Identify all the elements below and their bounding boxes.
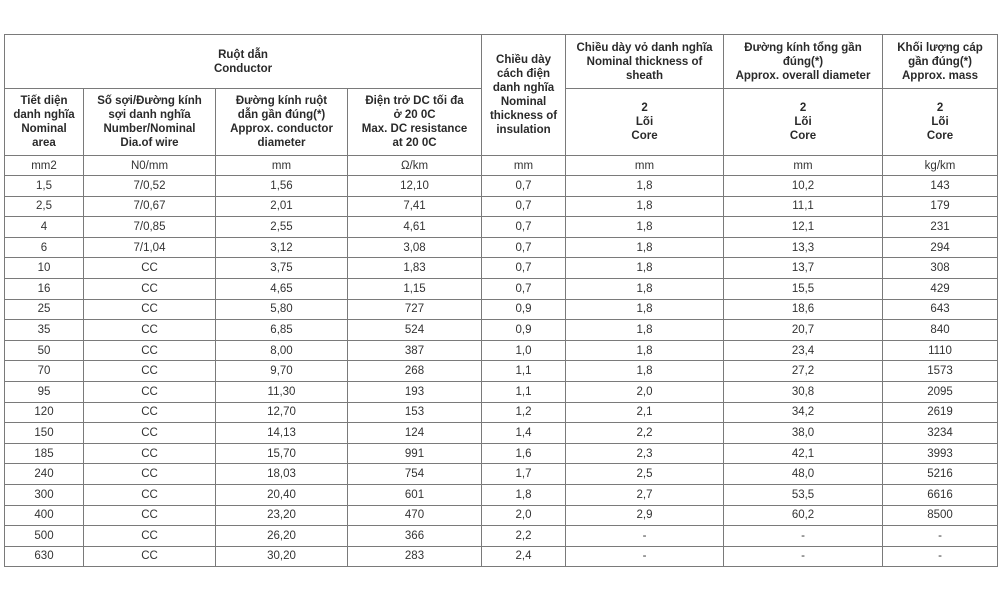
table-cell: 153 (348, 402, 482, 423)
table-cell: 1,8 (566, 258, 724, 279)
table-cell: 524 (348, 320, 482, 341)
table-cell: 13,3 (724, 237, 883, 258)
table-row (5, 237, 998, 258)
table-cell: 1,8 (566, 278, 724, 299)
table-cell: 630 (5, 546, 84, 567)
table-cell: 2095 (883, 381, 998, 402)
table-cell: 7,41 (348, 196, 482, 217)
table-cell: CC (84, 320, 216, 341)
table-cell: - (883, 526, 998, 547)
conductor-header: Ruột dẫn Conductor (5, 35, 482, 89)
table-cell: 185 (5, 443, 84, 464)
table-cell: 1,15 (348, 278, 482, 299)
table-body (5, 156, 998, 567)
table-cell: 601 (348, 484, 482, 505)
table-cell: 12,70 (216, 402, 348, 423)
table-cell: 727 (348, 299, 482, 320)
table-cell: 2,5 (566, 464, 724, 485)
table-cell: 1,4 (482, 423, 566, 444)
table-cell: 7/0,85 (84, 217, 216, 238)
table-cell: 8,00 (216, 340, 348, 361)
table-cell: CC (84, 423, 216, 444)
table-row (5, 217, 998, 238)
table-cell: 268 (348, 361, 482, 382)
table-cell: 1,2 (482, 402, 566, 423)
table-cell: 42,1 (724, 443, 883, 464)
table-cell: 4,61 (348, 217, 482, 238)
table-cell: 11,30 (216, 381, 348, 402)
table-cell: 6616 (883, 484, 998, 505)
table-cell: 50 (5, 340, 84, 361)
table-row (5, 320, 998, 341)
table-cell: 300 (5, 484, 84, 505)
table-row (5, 381, 998, 402)
table-cell: CC (84, 258, 216, 279)
table-cell: CC (84, 381, 216, 402)
table-cell: 5216 (883, 464, 998, 485)
table-row (5, 402, 998, 423)
table-cell: 3,75 (216, 258, 348, 279)
table-cell: 23,20 (216, 505, 348, 526)
table-cell: 143 (883, 176, 998, 197)
table-cell: 3234 (883, 423, 998, 444)
table-cell: 366 (348, 526, 482, 547)
table-cell: 6 (5, 237, 84, 258)
table-cell: 500 (5, 526, 84, 547)
table-cell: 60,2 (724, 505, 883, 526)
table-cell: - (566, 546, 724, 567)
table-cell: 308 (883, 258, 998, 279)
table-cell: CC (84, 484, 216, 505)
table-cell: 179 (883, 196, 998, 217)
table-row (5, 505, 998, 526)
table-row (5, 176, 998, 197)
table-cell: 120 (5, 402, 84, 423)
table-cell: 53,5 (724, 484, 883, 505)
table-cell: 35 (5, 320, 84, 341)
overall-diameter-header: Đường kính tổng gần đúng(*) Approx. overall diameter (724, 35, 883, 89)
table-cell: 1,8 (566, 361, 724, 382)
table-cell: 0,7 (482, 196, 566, 217)
table-cell: 3993 (883, 443, 998, 464)
table-cell: 400 (5, 505, 84, 526)
table-cell: 2,0 (482, 505, 566, 526)
table-cell: CC (84, 299, 216, 320)
table-cell: 1,7 (482, 464, 566, 485)
table-cell: 0,7 (482, 258, 566, 279)
table-cell: 48,0 (724, 464, 883, 485)
nominal-area-header: Tiết diện danh nghĩa Nominal area (5, 89, 84, 156)
table-cell: - (724, 526, 883, 547)
dc-resistance-header: Điện trở DC tối đa ở 20 0C Max. DC resistance at 20 0C (348, 89, 482, 156)
table-cell: 1,8 (566, 340, 724, 361)
table-cell: 1,8 (566, 299, 724, 320)
table-cell: 470 (348, 505, 482, 526)
mass-header: Khối lượng cáp gần đúng(*) Approx. mass (883, 35, 998, 89)
table-cell: 16 (5, 278, 84, 299)
table-cell: 95 (5, 381, 84, 402)
table-row (5, 443, 998, 464)
table-cell: 1,8 (566, 176, 724, 197)
table-cell: 193 (348, 381, 482, 402)
table-cell: CC (84, 443, 216, 464)
table-cell: 1,8 (566, 237, 724, 258)
table-cell: 0,9 (482, 299, 566, 320)
table-cell: 840 (883, 320, 998, 341)
units-row (5, 156, 998, 176)
table-row (5, 423, 998, 444)
unit-cell: Ω/km (348, 156, 482, 176)
table-cell: 8500 (883, 505, 998, 526)
table-cell: 124 (348, 423, 482, 444)
table-cell: 70 (5, 361, 84, 382)
table-cell: 1,83 (348, 258, 482, 279)
table-cell: 1,8 (566, 320, 724, 341)
unit-cell: mm (216, 156, 348, 176)
unit-cell: kg/km (883, 156, 998, 176)
table-cell: 23,4 (724, 340, 883, 361)
table-cell: 2,55 (216, 217, 348, 238)
table-cell: 20,40 (216, 484, 348, 505)
cable-spec-table (4, 34, 998, 567)
table-cell: CC (84, 464, 216, 485)
table-cell: 1,5 (5, 176, 84, 197)
table-cell: - (566, 526, 724, 547)
table-cell: 0,9 (482, 320, 566, 341)
table-cell: 1,1 (482, 381, 566, 402)
table-row (5, 258, 998, 279)
table-cell: 283 (348, 546, 482, 567)
unit-cell: N0/mm (84, 156, 216, 176)
table-cell: 2,1 (566, 402, 724, 423)
table-cell: 0,7 (482, 278, 566, 299)
table-cell: 18,6 (724, 299, 883, 320)
table-cell: 26,20 (216, 526, 348, 547)
table-cell: 10 (5, 258, 84, 279)
table-cell: 2,4 (482, 546, 566, 567)
table-row (5, 464, 998, 485)
table-cell: 2,2 (482, 526, 566, 547)
table-cell: - (883, 546, 998, 567)
overall-diameter-core-header: 2 Lõi Core (724, 89, 883, 156)
table-cell: CC (84, 546, 216, 567)
table-cell: CC (84, 402, 216, 423)
table-cell: 10,2 (724, 176, 883, 197)
table-cell: 1,8 (566, 196, 724, 217)
table-cell: 2,3 (566, 443, 724, 464)
table-cell: 2,5 (5, 196, 84, 217)
table-row (5, 484, 998, 505)
table-cell: 231 (883, 217, 998, 238)
table-cell: CC (84, 340, 216, 361)
table-cell: 1,1 (482, 361, 566, 382)
table-cell: 1573 (883, 361, 998, 382)
table-cell: 7/1,04 (84, 237, 216, 258)
table-cell: 1,56 (216, 176, 348, 197)
table-cell: CC (84, 526, 216, 547)
table-cell: 27,2 (724, 361, 883, 382)
table-cell: 240 (5, 464, 84, 485)
table-cell: 30,8 (724, 381, 883, 402)
insulation-header: Chiều dày cách điện danh nghĩa Nominal thickness of insulation (482, 35, 566, 156)
table-cell: 20,7 (724, 320, 883, 341)
table-cell: CC (84, 278, 216, 299)
table-row (5, 546, 998, 567)
table-cell: 30,20 (216, 546, 348, 567)
table-cell: 11,1 (724, 196, 883, 217)
table-cell: 18,03 (216, 464, 348, 485)
table-cell: 15,70 (216, 443, 348, 464)
sheath-core-header: 2 Lõi Core (566, 89, 724, 156)
table-row (5, 299, 998, 320)
table-cell: 0,7 (482, 217, 566, 238)
table-cell: 3,08 (348, 237, 482, 258)
table-cell: 14,13 (216, 423, 348, 444)
conductor-diameter-header: Đường kính ruột dẫn gần đúng(*) Approx. conductor diameter (216, 89, 348, 156)
table-cell: 1,8 (566, 217, 724, 238)
table-cell: 2619 (883, 402, 998, 423)
table-cell: - (724, 546, 883, 567)
table-cell: 643 (883, 299, 998, 320)
table-cell: 2,7 (566, 484, 724, 505)
unit-cell: mm (566, 156, 724, 176)
wire-header: Số sợi/Đường kính sợi danh nghĩa Number/Nominal Dia.of wire (84, 89, 216, 156)
table-cell: 25 (5, 299, 84, 320)
table-cell: 38,0 (724, 423, 883, 444)
table-cell: 2,01 (216, 196, 348, 217)
table-cell: 15,5 (724, 278, 883, 299)
table-cell: 4,65 (216, 278, 348, 299)
table-cell: 1,6 (482, 443, 566, 464)
sheath-header: Chiều dày vỏ danh nghĩa Nominal thickness of sheath (566, 35, 724, 89)
table-cell: 12,1 (724, 217, 883, 238)
table-row (5, 340, 998, 361)
mass-core-header: 2 Lõi Core (883, 89, 998, 156)
table-cell: 4 (5, 217, 84, 238)
table-row (5, 196, 998, 217)
table-cell: 1,8 (482, 484, 566, 505)
table-row (5, 361, 998, 382)
table-cell: 150 (5, 423, 84, 444)
table-cell: 34,2 (724, 402, 883, 423)
table-cell: 7/0,67 (84, 196, 216, 217)
table-cell: 5,80 (216, 299, 348, 320)
table-cell: 754 (348, 464, 482, 485)
table-cell: 2,2 (566, 423, 724, 444)
table-cell: CC (84, 505, 216, 526)
table-cell: 2,0 (566, 381, 724, 402)
unit-cell: mm (724, 156, 883, 176)
table-cell: 1,0 (482, 340, 566, 361)
table-cell: CC (84, 361, 216, 382)
table-row (5, 526, 998, 547)
table-cell: 294 (883, 237, 998, 258)
unit-cell: mm (482, 156, 566, 176)
table-cell: 429 (883, 278, 998, 299)
table-cell: 13,7 (724, 258, 883, 279)
unit-cell: mm2 (5, 156, 84, 176)
table-cell: 6,85 (216, 320, 348, 341)
table-cell: 12,10 (348, 176, 482, 197)
table-cell: 991 (348, 443, 482, 464)
table-cell: 9,70 (216, 361, 348, 382)
table-cell: 0,7 (482, 176, 566, 197)
table-cell: 3,12 (216, 237, 348, 258)
table-cell: 1110 (883, 340, 998, 361)
table-cell: 7/0,52 (84, 176, 216, 197)
table-row (5, 278, 998, 299)
table-cell: 387 (348, 340, 482, 361)
table-cell: 0,7 (482, 237, 566, 258)
table-cell: 2,9 (566, 505, 724, 526)
